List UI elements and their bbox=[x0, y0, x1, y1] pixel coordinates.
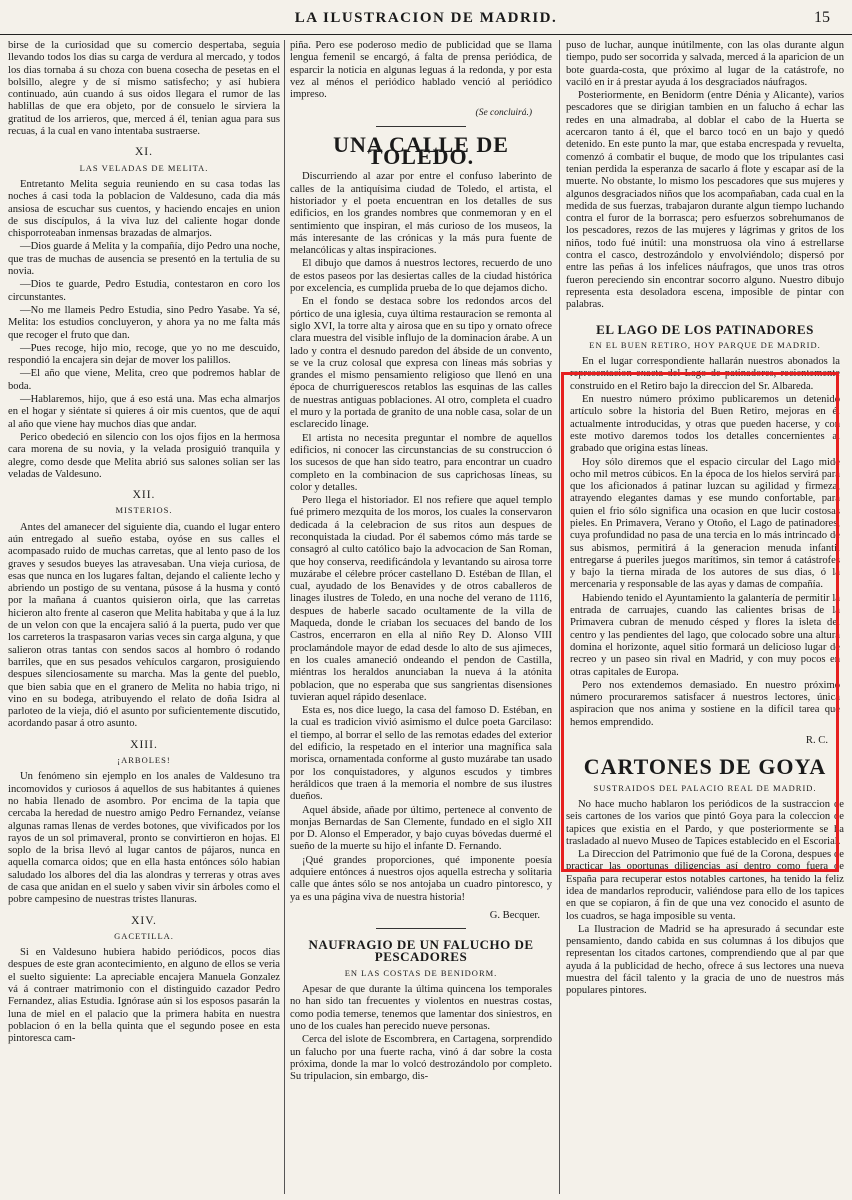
paragraph: —Dios te guarde, Pedro Estudia, contestaron en coro los circunstantes. bbox=[8, 279, 280, 303]
paragraph: —Dios guarde á Melita y la compañía, dijo Pedro una noche, que tras de muchas de ausencia se presentó en la tertulia de su novia. bbox=[8, 241, 280, 278]
section-number: XI. bbox=[134, 146, 153, 159]
divider bbox=[376, 126, 466, 127]
paragraph: Discurriendo al azar por entre el confuso laberinto de calles de la antiquísima ciudad de Toledo, el artista, el historiador y el poeta encuentran en los detalles de sus edificios, en los grandes nombres que conmemoran y en el sentimiento que inspiran, el más curioso de los museos, la más interesante de las crónicas y la más pura fuente de melancólicas y altas inspiraciones. bbox=[290, 171, 552, 257]
paragraph: puso de luchar, aunque inútilmente, con las olas durante algun tiempo, pudo ser socorrida y salvada, merced á la aparicion de un bote guarda-costa, que próximo al lugar de la catástrofe, no vaciló en ir á prestar ayuda á los desgraciados náufragos. bbox=[566, 40, 844, 88]
paragraph: Posteriormente, en Benidorm (entre Dénia y Alicante), varios pescadores que se dirigian tambien en un falucho á echar las redes en una almadraba, al doblar el cabo de la Huerta se acercaron tanto á él, que el barco tocó en un bajo y quedó detenido. En este punto la mar, que estaba encrespada y revuelta, comenzó á combatir el buque, de modo que los tripulantes casi tenian perdida la esperanza de sacarlo á flote y escapar así de la muerte. No obstante, lo mismo los pescadores que sus mujeres y algunos desgraciados niños que los acompañaban, cada cual en la medida de sus fuerzas, trabajaron durante algun tiempo luchando contra el furor de la borrasca; pero esfuerzos sobrehumanos de los pescadores, rezos de las mujeres y lágrimas y gritos de los niños, todo fué inútil: una monstruosa ola vino á estrellarse contra el casco, destrozándolo y envolviéndolo; dispersó por entre las peñas á los infelices náufragos, que unos tras otros fueron pereciendo sin encontrar socorro alguno. Nuestro dibujo representa esta desoladora escena, imposible de pintar con palabras. bbox=[566, 90, 844, 311]
article-title-lago: EL LAGO DE LOS PATINADORES bbox=[596, 321, 814, 337]
article-title-naufragio: NAUFRAGIO DE UN FALUCHO DE PESCADORES bbox=[308, 937, 534, 965]
article-lago bbox=[566, 321, 844, 748]
column-rule bbox=[284, 40, 285, 1194]
paragraph: —Pues recoge, hijo mio, recoge, que yo no me descuido, respondió la encajera sin dejar de mover los palillos. bbox=[8, 342, 280, 367]
paragraph: La Direccion del Patrimonio que fué de la Corona, despues de practicar las oportunas diligencias así dentro como fuera de España para recuperar estos notables cartones, ha tenido la feliz idea de mandarlos reproducir, valiéndose para ello de los tapices en que se copiaron, á fin de que una vez conocido el asunto de los cuadros, se haga imposible su venta. bbox=[566, 849, 844, 922]
publication-title: LA ILUSTRACION DE MADRID. bbox=[294, 10, 558, 26]
paragraph: birse de la curiosidad que su comercio despertaba, seguia llevando todos los dias su carga de verdura al mercado, y todos los dias tornaba á su choza con buena cosecha de pesetas en el bolsillo, alegre y de sí mismo satisfecho; y así hubiera continuado, aún cuando á sus oidos llegara el rumor de las hablillas de que era objeto, por de consuelo le sirviera la gratitud de los arrieros, que, merced á él, tenian agua para sus recuas, á la cual en vano intentaba sustraerse. bbox=[8, 40, 280, 138]
section-number: XIII. bbox=[130, 738, 158, 751]
column-rule bbox=[559, 40, 560, 1194]
paragraph: Perico obedeció en silencio con los ojos fijos en la hermosa cara morena de su novia, y la velada prosiguió tranquila y alegre, como desde que Melita abrió sus salones solian ser las veladas de Valdesuno. bbox=[8, 431, 280, 480]
paragraph: Entretanto Melita seguia reuniendo en su casa todas las noches á casi toda la poblacion de Valdesuno, cada dia más ansiosa de escuchar sus cuentos, y haciendo encajes en union de sus discípulos, á la viva luz del caliente hogar donde chisporroteaban inmensas brazadas de almarjos. bbox=[8, 178, 280, 240]
paragraph: El dibujo que damos á nuestros lectores, recuerdo de uno de estos paseos por las desiertas calles de la ciudad histórica por excelencia, es cumplida prueba de lo que dejamos dicho. bbox=[290, 258, 552, 295]
paragraph: Si en Valdesuno hubiera habido periódicos, pocos dias despues de este gran acontecimiento, en alguno de ellos se veria el suelto siguiente: La apreciable encajera Manuela Gonzalez vá á contraer matrimonio con el distinguido cazador Pedro Fernandez, alias Estudia. Ignórase aún si los esposos pasarán la luna de miel en el palacio que la primera habita en nuestra poblacion ó en la bella quinta que el segundo posee en esta pintoresca cam- bbox=[8, 947, 280, 1045]
section-subtitle: MISTERIOS. bbox=[115, 505, 173, 516]
section-subtitle: GACETILLA. bbox=[114, 930, 174, 941]
paragraph: —El año que viene, Melita, creo que podremos hablar de boda. bbox=[8, 368, 280, 392]
section-number: XII. bbox=[132, 489, 156, 502]
paragraph: En nuestro número próximo publicaremos un detenido artículo sobre la historia del Buen Retiro, mejoras en él actualmente introducidas, y otras que pueden hacerse, y con este motivo daremos todos los detalles concernientes al grabado que origina estas líneas. bbox=[570, 394, 840, 455]
paragraph: No hace mucho hablaron los periódicos de la sustraccion de seis cartones de los varios que pintó Goya para la coleccion de tapices que existia en el Pardo, y que posteriormente se ha trasladado al nuevo Museo de Tapices establecido en el Escorial. bbox=[566, 798, 844, 847]
author-signature: R. C. bbox=[805, 735, 828, 747]
article-subtitle: SUSTRAIDOS DEL PALACIO REAL DE MADRID. bbox=[593, 782, 817, 793]
article-title-goya: CARTONES DE GOYA bbox=[583, 754, 827, 780]
paragraph: Aquel ábside, añade por último, pertenece al convento de monjas Bernardas de San Clemente, fundado en el siglo XII por D. Alonso el Emperador, y bajo cuyas bóvedas duermé el sueño de la muerte su hijo el infante D. Fernando. bbox=[290, 804, 552, 853]
column-3 bbox=[566, 40, 844, 1194]
paragraph: Un fenómeno sin ejemplo en los anales de Valdesuno tra incomovidos y curiosos á aquellos de sus habitantes á quienes no habia llenado de asombro. Por encima de la tapia que cercaba la heredad de nuestro amigo Pedro Fernandez, veíanse algunas ramas llenas de verdes botones, que vivificados por los rayos de un sol primaveral, pronto se convirtieron en hojas. El soplo de la brisa llevó al lugar cantos de pájaros, nunca en aquella comarca oidos; que en ella hasta entónces sólo habian saludado los albores del dia las alondras y terreras y otras aves de casa que anidan en el suelo y saben vivir sin árboles como el pobre campesino de nuestras tristes llanuras. bbox=[8, 771, 280, 906]
column-2 bbox=[290, 40, 552, 1194]
paragraph: ¡Qué grandes proporciones, qué imponente poesía adquiere entónces á nuestros ojos aquella estrecha y solitaria calle que ántes sólo se nos antojaba un cuadro pintoresco, y ya es una página viva de nuestra historia! bbox=[290, 854, 552, 903]
section-subtitle: ¡ARBOLES! bbox=[117, 755, 171, 766]
paragraph: piña. Pero ese poderoso medio de publicidad que se llama lengua femenil se encargó, á falta de prensa periódica, de esparcir la noticia en algunas leguas á la redonda, y por esta vez al ménos el periódico hablado venció al periódico impreso. bbox=[290, 40, 552, 101]
paragraph: Apesar de que durante la última quincena los temporales no han sido tan frecuentes y violentos en nuestras costas, como podia temerse, tenemos que lamentar dos siniestros, en uno de los cuales han perecido nueve personas. bbox=[290, 984, 552, 1032]
paragraph: El artista no necesita preguntar el nombre de aquellos edificios, ni conocer las circunstancias de su construccion ó los sucesos de que han sido teatro, para encontrar un cuadro completo en la combinacion de sus caprichosas líneas, su color y detalles. bbox=[290, 432, 552, 493]
paragraph: Habiendo tenido el Ayuntamiento la galantería de permitir la entrada de carruajes, cuando las calientes brisas de la Primavera cubran de menudo césped y flores la isleta del centro y las pendientes del lago, que colocado sobre una altura domina el horizonte, aquel sitio formará un delicioso lugar de recreo y un paseo sin rival en Madrid, y con muy pocos en otras capitales de Europa. bbox=[570, 592, 840, 678]
article-subtitle: EN EL BUEN RETIRO, HOY PARQUE DE MADRID. bbox=[589, 339, 821, 350]
paragraph: La Ilustracion de Madrid se ha apresurado á secundar este pensamiento, dando cabida en sus columnas á los dibujos que representan los citados cartones, comprendiendo que al par que ayuda á la publicidad de hecho, ofrece á sus lectores una nueva muestra del fácil talento y la gracia de uno de nuestros más populares pintores. bbox=[566, 923, 844, 997]
paragraph: —No me llameis Pedro Estudia, sino Pedro Yasabe. Ya sé, Melita: los estudios concluyeron, y ahora ya no me falta más que recoger el fruto que dan. bbox=[8, 304, 280, 341]
paragraph: En el fondo se destaca sobre los redondos arcos del pórtico de una iglesia, cuya última restauracion se remonta al siglo XVI, la torre alta y airosa que en su tipo y ornato ofrece clara muestra del visible influjo de la dominacion árabe. A un lado y contra el desnudo paredon del ábside de un convento, se ve la cruz colosal que expresa con líneas más sobrias y grandes el mismo pensamiento religioso que llenó en una época de churriguerescos retablos las esquinas de las calles de nuestras antiguas poblaciones. Al otro, completa el cuadro el muro y la portada de granito de una noble casa, solar de un esclarecido linage. bbox=[290, 296, 552, 431]
section-subtitle: LAS VELADAS DE MELITA. bbox=[79, 162, 209, 173]
paragraph: Antes del amanecer del siguiente dia, cuando el lugar entero aún entregado al sueño estaba, oyóse en sus calles el acompasado ruido de muchas carretas, que al lento paso de los graves y sesudos bueyes las atravesaban. Una vieja curiosa, de esas que nunca en los lugares faltan, dejando el caliente lecho y abriendo un postigo de su ventana, púsose á la husma y contó por la mañana á cuantos quisieron oirla, que las carretas hicieron alto frente al caseron que Melita habitaba y que á la luz de un velon con que la encajera salió á la puerta, pudo ver que los carreteros la traspasaron varias veces sin carga alguna, y que salieron otras tantas con sendos sacos al hombro ó rodando barriles, que en sus pesados vehículos cargaron, prosiguiendo despues silenciosamente su marcha. Mas la gente del pueblo, que bien sabia que en el granero de Melita no habia trigo, ni vino en su bodega, atribuyendo el relato de doña Isidra al parloteo de la vieja, dió el asunto por suficientemente discutido, acordando pasar á otro asunto. bbox=[8, 521, 280, 730]
paragraph: Cerca del islote de Escombrera, en Cartagena, sorprendido un falucho por una fuerte racha, vinó á dar sobre la costa próxima, donde la mar lo volcó destrozándolo por completo. Su tripulacion, sin embargo, dis- bbox=[290, 1034, 552, 1083]
divider bbox=[376, 928, 466, 929]
article-title-toledo: UNA CALLE DE TOLEDO. bbox=[333, 131, 509, 170]
paragraph: Esta es, nos dice luego, la casa del famoso D. Estéban, en la cual es tradicion vivió asimismo el dulce poeta Garcilaso: el tiempo, al borrar el sello de las remotas edades del exterior del edificio, la respetado en el interior una magnífica sala morisca, ornamentada conforme al gusto muzárabe tan usado por los conquistadores, y algunos escudos y timbres heráldicos que traen á la memoria el nombre de sus ilustres dueños. bbox=[290, 705, 552, 803]
paragraph: Pero nos extendemos demasiado. En nuestro próximo número procuraremos satisfacer á nuestros lectores, única aspiracion que nos anima y sostiene en la difícil tarea que hemos emprendido. bbox=[570, 679, 840, 728]
paragraph: —Hablaremos, hijo, que á eso está una. Mas echa almarjos en el hogar y siéntate si quieres á oir mis cuentos, que de aquí al año que viene hay muchos dias que andar. bbox=[8, 394, 280, 430]
page-header bbox=[0, 0, 852, 35]
paragraph: Pero llega el historiador. El nos refiere que aquel templo fué primero mezquita de los moros, los cuales la conservaron dedicada á la celebracion de sus ritos aun despues de reconquistada la ciudad. Por él sabemos cómo más tarde se consagró al culto católico bajo la advocacion de San Roman, que hoy conserva, reedificándola y levantando su airosa torre muzárabe el célebre prócer castellano D. Estéban de Illan, el cual, ayudado de los Benavides y de otros caballeros de linages ilustres de Toledo, en una noche del verano de 1116, despues de haberle sacado ocultamente de la villa de Maqueda, donde le criaban los secuaces del bando de los Castros, encerraron en ella al niño Rey D. Alonso VIII proclamándole mayor de edad desde lo alto de sus ajimeces, en los cuales amaneció ondeando el pendon de Castilla, miéntras los heraldos anunciaban la nueva á la atónita poblacion, que no esperaba que sus sangrientas disensiones tuvieran aquel rápido desenlace. bbox=[290, 495, 552, 703]
author-signature: G. Becquer. bbox=[489, 909, 540, 921]
to-be-concluded-note: (Se concluirá.) bbox=[475, 108, 532, 119]
section-number: XIV. bbox=[131, 914, 157, 927]
column-1 bbox=[8, 40, 280, 1194]
article-subtitle: EN LAS COSTAS DE BENIDORM. bbox=[344, 967, 498, 978]
paragraph: En el lugar correspondiente hallarán nuestros abonados la representacion exacta del Lago de patinadores, recientemente construido en el Retiro bajo la direccion del Sr. Albareda. bbox=[570, 356, 840, 392]
page-number: 15 bbox=[814, 9, 830, 26]
paragraph: Hoy sólo diremos que el espacio circular del Lago mide ocho mil metros cúbicos. En la época de los hielos servirá para que los aficionados á patinar luzcan su agilidad y firmeza, atrayendo elegantes damas y ese mundo confortable, para quien el frio sólo significa una ocasion en que lucir costosas pieles. En Primavera, Verano y Otoño, el Lago de patinadores, cuya profundidad no pasa de una tercia en lo más intrincado de sus abismos, permitirá á la generacion menuda infantil entregarse á pueriles juegos marítimos, sin temor á catástrofes y bajo la tierna mirada de los autores de sus dias, ó la mercenaria y responsable de las ayas y damas de compañía. bbox=[570, 456, 840, 591]
